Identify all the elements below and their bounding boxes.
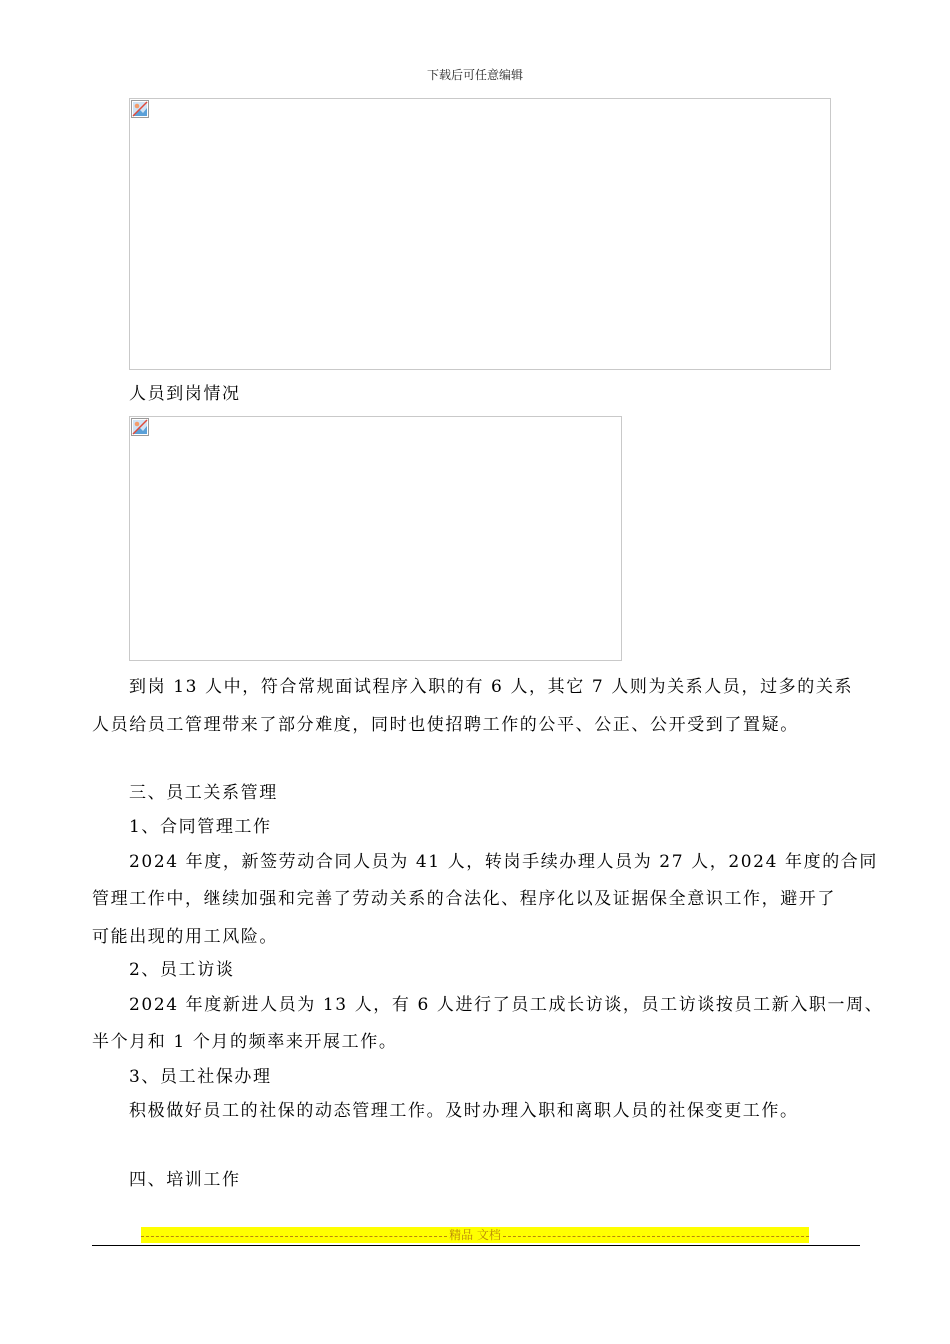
section-heading: 四、培训工作: [129, 1170, 241, 1190]
paragraph-line: 积极做好员工的社保的动态管理工作。及时办理入职和离职人员的社保变更工作。: [129, 1101, 799, 1121]
subsection-heading: 3、员工社保办理: [129, 1067, 272, 1087]
broken-image-icon: [131, 100, 149, 118]
footer-rule: [92, 1245, 860, 1246]
paragraph-line: 2024 年度，新签劳动合同人员为 41 人，转岗手续办理人员为 27 人，2024 年度的合同: [129, 852, 879, 872]
image-placeholder-table: [129, 416, 622, 661]
footer-label: 精品 文档: [449, 1228, 501, 1242]
paragraph-line: 管理工作中，继续加强和完善了劳动关系的合法化、程序化以及证据保全意识工作，避开了: [92, 889, 836, 909]
paragraph-line: 到岗 13 人中，符合常规面试程序入职的有 6 人，其它 7 人则为关系人员，过多的关系: [129, 677, 854, 697]
paragraph-line: 2024 年度新进人员为 13 人，有 6 人进行了员工成长访谈，员工访谈按员工新入职一周、: [129, 995, 884, 1015]
footer-dash-left: [141, 1227, 447, 1243]
section-heading: 三、员工关系管理: [129, 783, 278, 803]
paragraph-line: 半个月和 1 个月的频率来开展工作。: [92, 1032, 398, 1052]
subsection-heading: 1、合同管理工作: [129, 817, 272, 837]
footer-dash-right: [503, 1227, 809, 1243]
paragraph-line: 人员给员工管理带来了部分难度，同时也使招聘工作的公平、公正、公开受到了置疑。: [92, 715, 799, 735]
subsection-heading: 2、员工访谈: [129, 960, 235, 980]
image-caption: 人员到岗情况: [129, 384, 241, 404]
broken-image-icon: [131, 418, 149, 436]
paragraph-line: 可能出现的用工风险。: [92, 927, 278, 947]
footer-banner: [141, 1227, 809, 1243]
image-placeholder-chart: [129, 98, 831, 370]
page-header-note: 下载后可任意编辑: [426, 68, 523, 82]
